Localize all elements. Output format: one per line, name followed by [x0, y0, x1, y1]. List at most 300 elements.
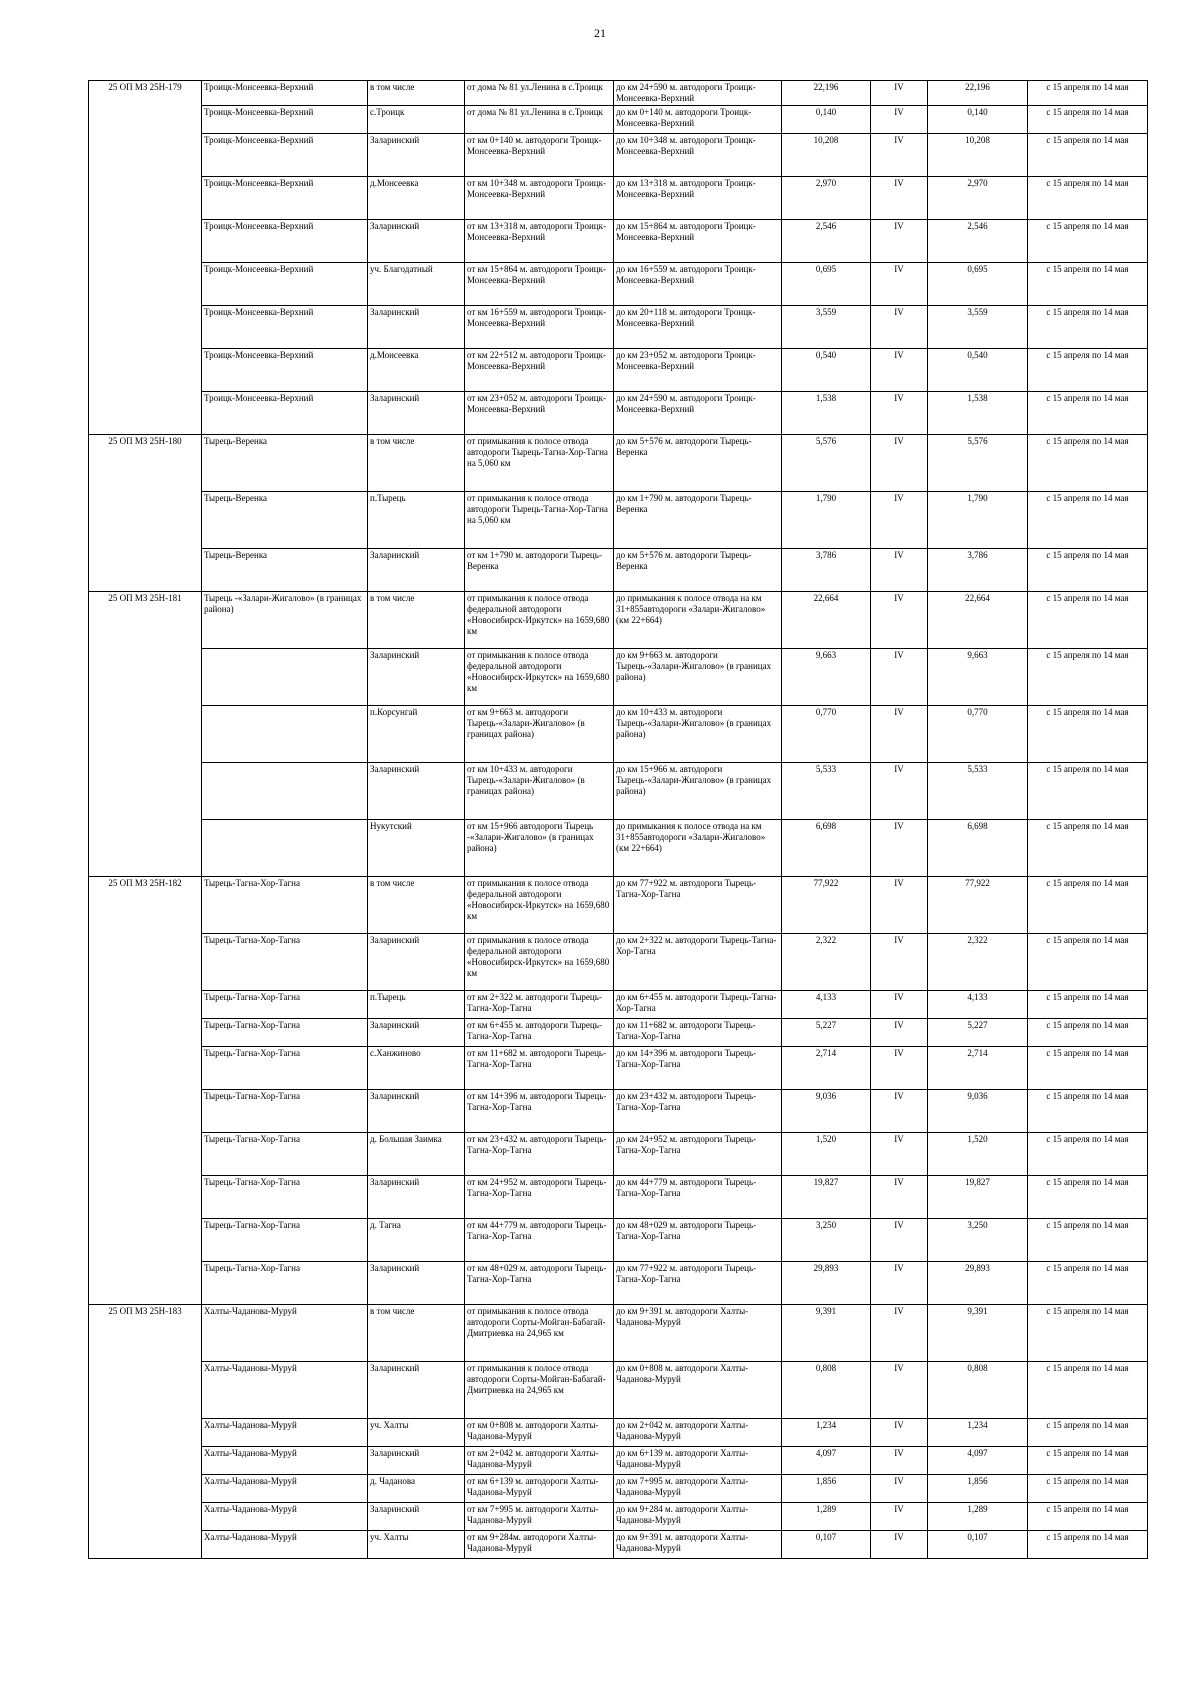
from-cell: от примыкания к полосе отвода федеральной автодороги «Новосибирск-Иркутск» на 1659,680 км: [465, 649, 614, 706]
category-cell: IV: [871, 1262, 928, 1305]
length-cell: 5,533: [782, 763, 871, 820]
category-cell: IV: [871, 1362, 928, 1419]
to-cell: до км 14+396 м. автодороги Тырець-Тагна-Хор-Тагна: [614, 1047, 782, 1090]
category-cell: IV: [871, 492, 928, 549]
road-name-cell: Троицк-Монсеевка-Верхний: [202, 81, 368, 106]
from-cell: от примыкания к полосе отвода федеральной автодороги «Новосибирск-Иркутск» на 1659,680 км: [465, 877, 614, 934]
period-cell: с 15 апреля по 14 мая: [1028, 1262, 1148, 1305]
period-cell: с 15 апреля по 14 мая: [1028, 877, 1148, 934]
road-name-cell: Тырець-Тагна-Хор-Тагна: [202, 1133, 368, 1176]
length-cell: 2,322: [782, 934, 871, 991]
to-cell: до км 5+576 м. автодороги Тырець-Веренка: [614, 549, 782, 592]
length-total-cell: 9,663: [928, 649, 1028, 706]
road-name-cell: Тырець-Веренка: [202, 492, 368, 549]
to-cell: до км 13+318 м. автодороги Троицк-Монсеевка-Верхний: [614, 177, 782, 220]
road-code-cell: 25 ОП МЗ 25Н-182: [89, 877, 202, 1305]
length-cell: 9,036: [782, 1090, 871, 1133]
length-cell: 3,250: [782, 1219, 871, 1262]
period-cell: с 15 апреля по 14 мая: [1028, 134, 1148, 177]
table-row: [89, 1305, 1148, 1362]
area-cell: Заларинский: [368, 934, 465, 991]
from-cell: от км 13+318 м. автодороги Троицк-Монсеевка-Верхний: [465, 220, 614, 263]
road-name-cell: Тырець-Тагна-Хор-Тагна: [202, 1019, 368, 1047]
period-cell: с 15 апреля по 14 мая: [1028, 934, 1148, 991]
road-name-cell: Халты-Чаданова-Муруй: [202, 1503, 368, 1531]
length-cell: 1,520: [782, 1133, 871, 1176]
to-cell: до км 1+790 м. автодороги Тырець-Веренка: [614, 492, 782, 549]
table-row: [89, 934, 1148, 991]
length-cell: 2,546: [782, 220, 871, 263]
category-cell: IV: [871, 392, 928, 435]
area-cell: д. Большая Заимка: [368, 1133, 465, 1176]
area-cell: уч. Халты: [368, 1419, 465, 1447]
from-cell: от км 24+952 м. автодороги Тырець-Тагна-Хор-Тагна: [465, 1176, 614, 1219]
length-cell: 19,827: [782, 1176, 871, 1219]
area-cell: в том числе: [368, 1305, 465, 1362]
road-name-cell: Халты-Чаданова-Муруй: [202, 1447, 368, 1475]
length-cell: 29,893: [782, 1262, 871, 1305]
period-cell: с 15 апреля по 14 мая: [1028, 592, 1148, 649]
road-name-cell: [202, 763, 368, 820]
road-name-cell: Тырець-Тагна-Хор-Тагна: [202, 877, 368, 934]
period-cell: с 15 апреля по 14 мая: [1028, 1305, 1148, 1362]
from-cell: от км 16+559 м. автодороги Троицк-Монсеевка-Верхний: [465, 306, 614, 349]
category-cell: IV: [871, 1133, 928, 1176]
length-total-cell: 0,770: [928, 706, 1028, 763]
length-cell: 1,289: [782, 1503, 871, 1531]
from-cell: от км 6+455 м. автодороги Тырець-Тагна-Хор-Тагна: [465, 1019, 614, 1047]
area-cell: Заларинский: [368, 306, 465, 349]
length-total-cell: 3,250: [928, 1219, 1028, 1262]
table-row: [89, 1019, 1148, 1047]
from-cell: от км 15+966 автодороги Тырець -«Залари-Жигалово» (в границах района): [465, 820, 614, 877]
area-cell: Заларинский: [368, 1090, 465, 1133]
length-cell: 0,770: [782, 706, 871, 763]
length-total-cell: 0,540: [928, 349, 1028, 392]
table-row: [89, 349, 1148, 392]
category-cell: IV: [871, 177, 928, 220]
from-cell: от км 7+995 м. автодороги Халты-Чаданова-Муруй: [465, 1503, 614, 1531]
length-cell: 77,922: [782, 877, 871, 934]
period-cell: с 15 апреля по 14 мая: [1028, 1447, 1148, 1475]
category-cell: IV: [871, 1176, 928, 1219]
category-cell: IV: [871, 820, 928, 877]
from-cell: от км 2+322 м. автодороги Тырець-Тагна-Хор-Тагна: [465, 991, 614, 1019]
from-cell: от км 48+029 м. автодороги Тырець-Тагна-Хор-Тагна: [465, 1262, 614, 1305]
length-total-cell: 77,922: [928, 877, 1028, 934]
area-cell: в том числе: [368, 435, 465, 492]
road-name-cell: Троицк-Монсеевка-Верхний: [202, 220, 368, 263]
area-cell: в том числе: [368, 877, 465, 934]
table-row: [89, 1219, 1148, 1262]
to-cell: до км 2+042 м. автодороги Халты-Чаданова-Муруй: [614, 1419, 782, 1447]
road-name-cell: Тырець-Тагна-Хор-Тагна: [202, 1090, 368, 1133]
area-cell: Заларинский: [368, 1362, 465, 1419]
period-cell: с 15 апреля по 14 мая: [1028, 81, 1148, 106]
period-cell: с 15 апреля по 14 мая: [1028, 1475, 1148, 1503]
area-cell: Заларинский: [368, 134, 465, 177]
to-cell: до км 23+432 м. автодороги Тырець-Тагна-Хор-Тагна: [614, 1090, 782, 1133]
period-cell: с 15 апреля по 14 мая: [1028, 1362, 1148, 1419]
road-name-cell: Тырець-Тагна-Хор-Тагна: [202, 991, 368, 1019]
period-cell: с 15 апреля по 14 мая: [1028, 1090, 1148, 1133]
from-cell: от км 11+682 м. автодороги Тырець-Тагна-Хор-Тагна: [465, 1047, 614, 1090]
length-cell: 0,140: [782, 106, 871, 134]
table-row: [89, 1503, 1148, 1531]
category-cell: IV: [871, 549, 928, 592]
road-name-cell: Троицк-Монсеевка-Верхний: [202, 306, 368, 349]
road-name-cell: Тырець-Тагна-Хор-Тагна: [202, 1262, 368, 1305]
table-row: [89, 706, 1148, 763]
road-name-cell: Троицк-Монсеевка-Верхний: [202, 106, 368, 134]
length-cell: 3,559: [782, 306, 871, 349]
from-cell: от примыкания к полосе отвода автодороги Сорты-Мойган-Бабагай-Дмитриевка на 24,965 км: [465, 1305, 614, 1362]
length-total-cell: 1,538: [928, 392, 1028, 435]
table-row: [89, 649, 1148, 706]
table-row: [89, 877, 1148, 934]
length-total-cell: 0,695: [928, 263, 1028, 306]
period-cell: с 15 апреля по 14 мая: [1028, 991, 1148, 1019]
length-cell: 3,786: [782, 549, 871, 592]
length-total-cell: 0,140: [928, 106, 1028, 134]
length-total-cell: 9,036: [928, 1090, 1028, 1133]
road-name-cell: Троицк-Монсеевка-Верхний: [202, 349, 368, 392]
to-cell: до км 2+322 м. автодороги Тырець-Тагна-Хор-Тагна: [614, 934, 782, 991]
road-name-cell: Тырець-Веренка: [202, 435, 368, 492]
from-cell: от дома № 81 ул.Ленина в с.Троицк: [465, 81, 614, 106]
table-row: [89, 1047, 1148, 1090]
area-cell: д. Тагна: [368, 1219, 465, 1262]
area-cell: в том числе: [368, 81, 465, 106]
category-cell: IV: [871, 1219, 928, 1262]
area-cell: Заларинский: [368, 1503, 465, 1531]
road-name-cell: Тырець-Тагна-Хор-Тагна: [202, 934, 368, 991]
to-cell: до км 0+808 м. автодороги Халты-Чаданова-Муруй: [614, 1362, 782, 1419]
to-cell: до км 10+433 м. автодороги Тырець-«Залари-Жигалово» (в границах района): [614, 706, 782, 763]
table-row: [89, 592, 1148, 649]
period-cell: с 15 апреля по 14 мая: [1028, 820, 1148, 877]
to-cell: до км 24+590 м. автодороги Троицк-Монсеевка-Верхний: [614, 81, 782, 106]
road-code-cell: 25 ОП МЗ 25Н-181: [89, 592, 202, 877]
to-cell: до примыкания к полосе отвода на км 31+855автодороги «Залари-Жигалово» (км 22+664): [614, 592, 782, 649]
table-row: [89, 492, 1148, 549]
from-cell: от км 9+663 м. автодороги Тырець-«Залари-Жигалово» (в границах района): [465, 706, 614, 763]
to-cell: до км 20+118 м. автодороги Троицк-Монсеевка-Верхний: [614, 306, 782, 349]
length-total-cell: 2,322: [928, 934, 1028, 991]
area-cell: уч. Благодатный: [368, 263, 465, 306]
length-total-cell: 1,790: [928, 492, 1028, 549]
period-cell: с 15 апреля по 14 мая: [1028, 1219, 1148, 1262]
table-row: [89, 1475, 1148, 1503]
area-cell: Заларинский: [368, 649, 465, 706]
to-cell: до км 15+966 м. автодороги Тырець-«Залари-Жигалово» (в границах района): [614, 763, 782, 820]
page-number: 21: [594, 26, 606, 40]
area-cell: Заларинский: [368, 549, 465, 592]
period-cell: с 15 апреля по 14 мая: [1028, 706, 1148, 763]
table-row: [89, 220, 1148, 263]
length-total-cell: 2,714: [928, 1047, 1028, 1090]
category-cell: IV: [871, 1503, 928, 1531]
from-cell: от км 44+779 м. автодороги Тырець-Тагна-Хор-Тагна: [465, 1219, 614, 1262]
period-cell: с 15 апреля по 14 мая: [1028, 306, 1148, 349]
to-cell: до км 23+052 м. автодороги Троицк-Монсеевка-Верхний: [614, 349, 782, 392]
table-row: [89, 134, 1148, 177]
area-cell: уч. Халты: [368, 1531, 465, 1559]
length-total-cell: 4,097: [928, 1447, 1028, 1475]
table-row: [89, 435, 1148, 492]
category-cell: IV: [871, 763, 928, 820]
to-cell: до км 24+952 м. автодороги Тырець-Тагна-Хор-Тагна: [614, 1133, 782, 1176]
road-name-cell: [202, 706, 368, 763]
length-cell: 1,538: [782, 392, 871, 435]
category-cell: IV: [871, 1475, 928, 1503]
category-cell: IV: [871, 220, 928, 263]
to-cell: до км 44+779 м. автодороги Тырець-Тагна-Хор-Тагна: [614, 1176, 782, 1219]
from-cell: от км 0+140 м. автодороги Троицк-Монсеевка-Верхний: [465, 134, 614, 177]
category-cell: IV: [871, 435, 928, 492]
length-total-cell: 3,786: [928, 549, 1028, 592]
category-cell: IV: [871, 1090, 928, 1133]
table-row: [89, 1133, 1148, 1176]
length-total-cell: 6,698: [928, 820, 1028, 877]
length-total-cell: 3,559: [928, 306, 1028, 349]
area-cell: п.Корсунгай: [368, 706, 465, 763]
length-total-cell: 2,546: [928, 220, 1028, 263]
road-name-cell: Тырець-Тагна-Хор-Тагна: [202, 1176, 368, 1219]
road-name-cell: Троицк-Монсеевка-Верхний: [202, 134, 368, 177]
area-cell: Нукутский: [368, 820, 465, 877]
category-cell: IV: [871, 1305, 928, 1362]
length-total-cell: 0,107: [928, 1531, 1028, 1559]
road-name-cell: Халты-Чаданова-Муруй: [202, 1475, 368, 1503]
area-cell: Заларинский: [368, 392, 465, 435]
period-cell: с 15 апреля по 14 мая: [1028, 1133, 1148, 1176]
road-code-cell: 25 ОП МЗ 25Н-183: [89, 1305, 202, 1559]
to-cell: до км 16+559 м. автодороги Троицк-Монсеевка-Верхний: [614, 263, 782, 306]
length-total-cell: 29,893: [928, 1262, 1028, 1305]
period-cell: с 15 апреля по 14 мая: [1028, 492, 1148, 549]
period-cell: с 15 апреля по 14 мая: [1028, 349, 1148, 392]
length-total-cell: 9,391: [928, 1305, 1028, 1362]
from-cell: от дома № 81 ул.Ленина в с.Троицк: [465, 106, 614, 134]
category-cell: IV: [871, 349, 928, 392]
road-name-cell: Халты-Чаданова-Муруй: [202, 1362, 368, 1419]
period-cell: с 15 апреля по 14 мая: [1028, 1047, 1148, 1090]
table-row: [89, 177, 1148, 220]
period-cell: с 15 апреля по 14 мая: [1028, 649, 1148, 706]
length-cell: 6,698: [782, 820, 871, 877]
period-cell: с 15 апреля по 14 мая: [1028, 549, 1148, 592]
from-cell: от примыкания к полосе отвода автодороги Тырець-Тагна-Хор-Тагна на 5,060 км: [465, 435, 614, 492]
length-cell: 4,133: [782, 991, 871, 1019]
from-cell: от км 14+396 м. автодороги Тырець-Тагна-Хор-Тагна: [465, 1090, 614, 1133]
table-row: [89, 820, 1148, 877]
length-total-cell: 1,289: [928, 1503, 1028, 1531]
to-cell: до км 77+922 м. автодороги Тырець-Тагна-Хор-Тагна: [614, 877, 782, 934]
table-row: [89, 1362, 1148, 1419]
from-cell: от км 2+042 м. автодороги Халты-Чаданова-Муруй: [465, 1447, 614, 1475]
period-cell: с 15 апреля по 14 мая: [1028, 435, 1148, 492]
to-cell: до км 15+864 м. автодороги Троицк-Монсеевка-Верхний: [614, 220, 782, 263]
area-cell: с.Троицк: [368, 106, 465, 134]
period-cell: с 15 апреля по 14 мая: [1028, 1503, 1148, 1531]
length-total-cell: 1,856: [928, 1475, 1028, 1503]
to-cell: до км 48+029 м. автодороги Тырець-Тагна-Хор-Тагна: [614, 1219, 782, 1262]
area-cell: Заларинский: [368, 1447, 465, 1475]
table-row: [89, 1176, 1148, 1219]
table-row: [89, 1090, 1148, 1133]
from-cell: от примыкания к полосе отвода автодороги Тырець-Тагна-Хор-Тагна на 5,060 км: [465, 492, 614, 549]
category-cell: IV: [871, 991, 928, 1019]
to-cell: до км 0+140 м. автодороги Троицк-Монсеевка-Верхний: [614, 106, 782, 134]
from-cell: от км 23+432 м. автодороги Тырець-Тагна-Хор-Тагна: [465, 1133, 614, 1176]
length-cell: 1,234: [782, 1419, 871, 1447]
table-row: [89, 1262, 1148, 1305]
from-cell: от км 0+808 м. автодороги Халты-Чаданова-Муруй: [465, 1419, 614, 1447]
length-cell: 2,970: [782, 177, 871, 220]
to-cell: до км 5+576 м. автодороги Тырець-Веренка: [614, 435, 782, 492]
length-cell: 9,663: [782, 649, 871, 706]
length-total-cell: 5,533: [928, 763, 1028, 820]
length-total-cell: 2,970: [928, 177, 1028, 220]
from-cell: от примыкания к полосе отвода автодороги Сорты-Мойган-Бабагай-Дмитриевка на 24,965 км: [465, 1362, 614, 1419]
period-cell: с 15 апреля по 14 мая: [1028, 177, 1148, 220]
road-name-cell: Тырець-Веренка: [202, 549, 368, 592]
from-cell: от км 1+790 м. автодороги Тырець-Веренка: [465, 549, 614, 592]
road-name-cell: Халты-Чаданова-Муруй: [202, 1419, 368, 1447]
area-cell: Заларинский: [368, 1019, 465, 1047]
table-row: [89, 763, 1148, 820]
road-name-cell: Троицк-Монсеевка-Верхний: [202, 392, 368, 435]
road-name-cell: [202, 820, 368, 877]
category-cell: IV: [871, 1019, 928, 1047]
area-cell: с.Ханжиново: [368, 1047, 465, 1090]
area-cell: Заларинский: [368, 220, 465, 263]
category-cell: IV: [871, 81, 928, 106]
road-name-cell: Тырець-Тагна-Хор-Тагна: [202, 1219, 368, 1262]
road-name-cell: Халты-Чаданова-Муруй: [202, 1531, 368, 1559]
period-cell: с 15 апреля по 14 мая: [1028, 263, 1148, 306]
to-cell: до км 9+284 м. автодороги Халты-Чаданова-Муруй: [614, 1503, 782, 1531]
length-cell: 22,664: [782, 592, 871, 649]
table-row: [89, 392, 1148, 435]
to-cell: до км 9+391 м. автодороги Халты-Чаданова-Муруй: [614, 1531, 782, 1559]
from-cell: от км 10+433 м. автодороги Тырець-«Залари-Жигалово» (в границах района): [465, 763, 614, 820]
table-row: [89, 991, 1148, 1019]
road-name-cell: Халты-Чаданова-Муруй: [202, 1305, 368, 1362]
area-cell: Заларинский: [368, 763, 465, 820]
table-row: [89, 1531, 1148, 1559]
to-cell: до примыкания к полосе отвода на км 31+855автодороги «Залари-Жигалово» (км 22+664): [614, 820, 782, 877]
length-total-cell: 5,576: [928, 435, 1028, 492]
category-cell: IV: [871, 934, 928, 991]
category-cell: IV: [871, 592, 928, 649]
length-cell: 0,695: [782, 263, 871, 306]
road-code-cell: 25 ОП МЗ 25Н-180: [89, 435, 202, 592]
from-cell: от км 10+348 м. автодороги Троицк-Монсеевка-Верхний: [465, 177, 614, 220]
length-cell: 0,540: [782, 349, 871, 392]
length-total-cell: 22,664: [928, 592, 1028, 649]
length-total-cell: 10,208: [928, 134, 1028, 177]
to-cell: до км 77+922 м. автодороги Тырець-Тагна-Хор-Тагна: [614, 1262, 782, 1305]
length-cell: 2,714: [782, 1047, 871, 1090]
to-cell: до км 9+391 м. автодороги Халты-Чаданова-Муруй: [614, 1305, 782, 1362]
table-row: [89, 263, 1148, 306]
area-cell: д. Чаданова: [368, 1475, 465, 1503]
length-total-cell: 1,520: [928, 1133, 1028, 1176]
category-cell: IV: [871, 1047, 928, 1090]
area-cell: д.Монсеевка: [368, 349, 465, 392]
period-cell: с 15 апреля по 14 мая: [1028, 220, 1148, 263]
length-cell: 1,790: [782, 492, 871, 549]
from-cell: от км 22+512 м. автодороги Троицк-Монсеевка-Верхний: [465, 349, 614, 392]
road-name-cell: Троицк-Монсеевка-Верхний: [202, 263, 368, 306]
area-cell: в том числе: [368, 592, 465, 649]
length-total-cell: 19,827: [928, 1176, 1028, 1219]
period-cell: с 15 апреля по 14 мая: [1028, 763, 1148, 820]
from-cell: от км 9+284м. автодороги Халты-Чаданова-Муруй: [465, 1531, 614, 1559]
length-cell: 9,391: [782, 1305, 871, 1362]
to-cell: до км 11+682 м. автодороги Тырець-Тагна-Хор-Тагна: [614, 1019, 782, 1047]
table-row: [89, 1419, 1148, 1447]
from-cell: от примыкания к полосе отвода федеральной автодороги «Новосибирск-Иркутск» на 1659,680 км: [465, 592, 614, 649]
category-cell: IV: [871, 1447, 928, 1475]
period-cell: с 15 апреля по 14 мая: [1028, 106, 1148, 134]
to-cell: до км 24+590 м. автодороги Троицк-Монсеевка-Верхний: [614, 392, 782, 435]
from-cell: от км 15+864 м. автодороги Троицк-Монсеевка-Верхний: [465, 263, 614, 306]
length-cell: 22,196: [782, 81, 871, 106]
road-name-cell: Троицк-Монсеевка-Верхний: [202, 177, 368, 220]
length-cell: 0,808: [782, 1362, 871, 1419]
length-cell: 5,227: [782, 1019, 871, 1047]
length-total-cell: 22,196: [928, 81, 1028, 106]
road-code-cell: 25 ОП МЗ 25Н-179: [89, 81, 202, 435]
roads-table-body: [89, 81, 1148, 1559]
to-cell: до км 10+348 м. автодороги Троицк-Монсеевка-Верхний: [614, 134, 782, 177]
category-cell: IV: [871, 649, 928, 706]
area-cell: п.Тырець: [368, 991, 465, 1019]
length-cell: 10,208: [782, 134, 871, 177]
table-row: [89, 306, 1148, 349]
length-total-cell: 1,234: [928, 1419, 1028, 1447]
category-cell: IV: [871, 877, 928, 934]
to-cell: до км 6+139 м. автодороги Халты-Чаданова-Муруй: [614, 1447, 782, 1475]
road-name-cell: Тырець-Тагна-Хор-Тагна: [202, 1047, 368, 1090]
length-cell: 5,576: [782, 435, 871, 492]
category-cell: IV: [871, 1531, 928, 1559]
table-row: [89, 81, 1148, 106]
category-cell: IV: [871, 706, 928, 763]
from-cell: от км 6+139 м. автодороги Халты-Чаданова-Муруй: [465, 1475, 614, 1503]
length-total-cell: 5,227: [928, 1019, 1028, 1047]
road-name-cell: [202, 649, 368, 706]
category-cell: IV: [871, 263, 928, 306]
to-cell: до км 6+455 м. автодороги Тырець-Тагна-Хор-Тагна: [614, 991, 782, 1019]
to-cell: до км 9+663 м. автодороги Тырець-«Залари-Жигалово» (в границах района): [614, 649, 782, 706]
road-name-cell: Тырець -«Залари-Жигалово» (в границах района): [202, 592, 368, 649]
category-cell: IV: [871, 134, 928, 177]
area-cell: д.Монсеевка: [368, 177, 465, 220]
area-cell: п.Тырець: [368, 492, 465, 549]
period-cell: с 15 апреля по 14 мая: [1028, 392, 1148, 435]
period-cell: с 15 апреля по 14 мая: [1028, 1531, 1148, 1559]
length-cell: 1,856: [782, 1475, 871, 1503]
roads-table: [88, 80, 1148, 1559]
period-cell: с 15 апреля по 14 мая: [1028, 1419, 1148, 1447]
length-total-cell: 4,133: [928, 991, 1028, 1019]
table-row: [89, 549, 1148, 592]
length-cell: 0,107: [782, 1531, 871, 1559]
